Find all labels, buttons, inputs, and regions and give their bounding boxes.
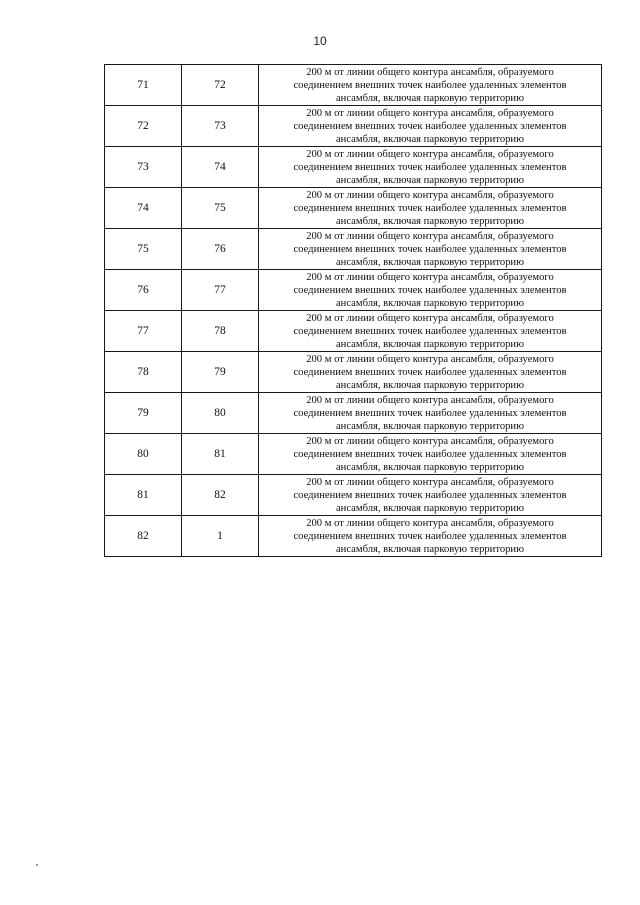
- table-row: [105, 65, 602, 106]
- point-to-cell: 75: [182, 188, 259, 229]
- point-to-cell: 81: [182, 434, 259, 475]
- point-to-cell: 72: [182, 65, 259, 106]
- boundary-description-cell: [259, 188, 602, 229]
- point-from-cell: 79: [105, 393, 182, 434]
- point-from-cell: 73: [105, 147, 182, 188]
- point-to-cell: 73: [182, 106, 259, 147]
- description-line: ансамбля, включая парковую территорию: [335, 543, 525, 555]
- boundary-description-cell: [259, 311, 602, 352]
- table-row: [105, 311, 602, 352]
- point-from-cell: 82: [105, 516, 182, 557]
- point-to-cell: 77: [182, 270, 259, 311]
- description-line: соединением внешних точек наиболее удаленных элементов: [293, 284, 567, 296]
- boundary-description-cell: [259, 475, 602, 516]
- table-row: [105, 106, 602, 147]
- table-row: [105, 475, 602, 516]
- description-line: соединением внешних точек наиболее удаленных элементов: [293, 448, 567, 460]
- boundary-description-cell: [259, 516, 602, 557]
- point-to-cell: 1: [182, 516, 259, 557]
- description-line: 200 м от линии общего контура ансамбля, образуемого: [306, 476, 554, 488]
- description-line: ансамбля, включая парковую территорию: [335, 297, 525, 309]
- page-number: 10: [313, 34, 327, 48]
- point-to-cell: 74: [182, 147, 259, 188]
- point-from-cell: 77: [105, 311, 182, 352]
- point-from-cell: 72: [105, 106, 182, 147]
- point-to-cell: 76: [182, 229, 259, 270]
- description-line: ансамбля, включая парковую территорию: [335, 420, 525, 432]
- description-line: 200 м от линии общего контура ансамбля, образуемого: [306, 517, 554, 529]
- description-line: 200 м от линии общего контура ансамбля, образуемого: [306, 189, 554, 201]
- description-line: соединением внешних точек наиболее удаленных элементов: [293, 407, 567, 419]
- description-line: 200 м от линии общего контура ансамбля, образуемого: [306, 394, 554, 406]
- description-line: соединением внешних точек наиболее удаленных элементов: [293, 79, 567, 91]
- description-line: ансамбля, включая парковую территорию: [335, 133, 525, 145]
- description-line: соединением внешних точек наиболее удаленных элементов: [293, 243, 567, 255]
- boundary-description-cell: [259, 106, 602, 147]
- description-line: соединением внешних точек наиболее удаленных элементов: [293, 202, 567, 214]
- description-line: соединением внешних точек наиболее удаленных элементов: [293, 325, 567, 337]
- description-line: 200 м от линии общего контура ансамбля, образуемого: [306, 66, 554, 78]
- point-to-cell: 82: [182, 475, 259, 516]
- description-line: ансамбля, включая парковую территорию: [335, 461, 525, 473]
- boundary-description-cell: [259, 65, 602, 106]
- table-row: [105, 229, 602, 270]
- description-line: соединением внешних точек наиболее удаленных элементов: [293, 366, 567, 378]
- boundary-description-cell: [259, 270, 602, 311]
- description-line: соединением внешних точек наиболее удаленных элементов: [293, 161, 567, 173]
- point-from-cell: 80: [105, 434, 182, 475]
- scan-artifact: [36, 864, 38, 866]
- description-line: 200 м от линии общего контура ансамбля, образуемого: [306, 435, 554, 447]
- description-line: соединением внешних точек наиболее удаленных элементов: [293, 489, 567, 501]
- description-line: 200 м от линии общего контура ансамбля, образуемого: [306, 353, 554, 365]
- point-to-cell: 78: [182, 311, 259, 352]
- description-line: ансамбля, включая парковую территорию: [335, 379, 525, 391]
- description-line: 200 м от линии общего контура ансамбля, образуемого: [306, 312, 554, 324]
- description-line: ансамбля, включая парковую территорию: [335, 215, 525, 227]
- boundary-description-cell: [259, 352, 602, 393]
- boundary-description-cell: [259, 147, 602, 188]
- description-line: 200 м от линии общего контура ансамбля, образуемого: [306, 107, 554, 119]
- description-line: 200 м от линии общего контура ансамбля, образуемого: [306, 230, 554, 242]
- table-row: [105, 270, 602, 311]
- point-from-cell: 71: [105, 65, 182, 106]
- point-to-cell: 80: [182, 393, 259, 434]
- boundary-description-cell: [259, 393, 602, 434]
- description-line: ансамбля, включая парковую территорию: [335, 338, 525, 350]
- point-from-cell: 75: [105, 229, 182, 270]
- description-line: 200 м от линии общего контура ансамбля, образуемого: [306, 148, 554, 160]
- point-from-cell: 81: [105, 475, 182, 516]
- description-line: ансамбля, включая парковую территорию: [335, 174, 525, 186]
- table-row: [105, 393, 602, 434]
- description-line: 200 м от линии общего контура ансамбля, образуемого: [306, 271, 554, 283]
- table-row: [105, 516, 602, 557]
- description-line: соединением внешних точек наиболее удаленных элементов: [293, 530, 567, 542]
- table-row: [105, 147, 602, 188]
- description-line: ансамбля, включая парковую территорию: [335, 92, 525, 104]
- point-from-cell: 76: [105, 270, 182, 311]
- table-row: [105, 352, 602, 393]
- description-line: соединением внешних точек наиболее удаленных элементов: [293, 120, 567, 132]
- point-to-cell: 79: [182, 352, 259, 393]
- table-body: [105, 65, 602, 557]
- point-from-cell: 74: [105, 188, 182, 229]
- description-line: ансамбля, включая парковую территорию: [335, 502, 525, 514]
- boundary-points-table: [104, 64, 602, 557]
- boundary-description-cell: [259, 229, 602, 270]
- table-row: [105, 434, 602, 475]
- table-row: [105, 188, 602, 229]
- boundary-description-cell: [259, 434, 602, 475]
- description-line: ансамбля, включая парковую территорию: [335, 256, 525, 268]
- point-from-cell: 78: [105, 352, 182, 393]
